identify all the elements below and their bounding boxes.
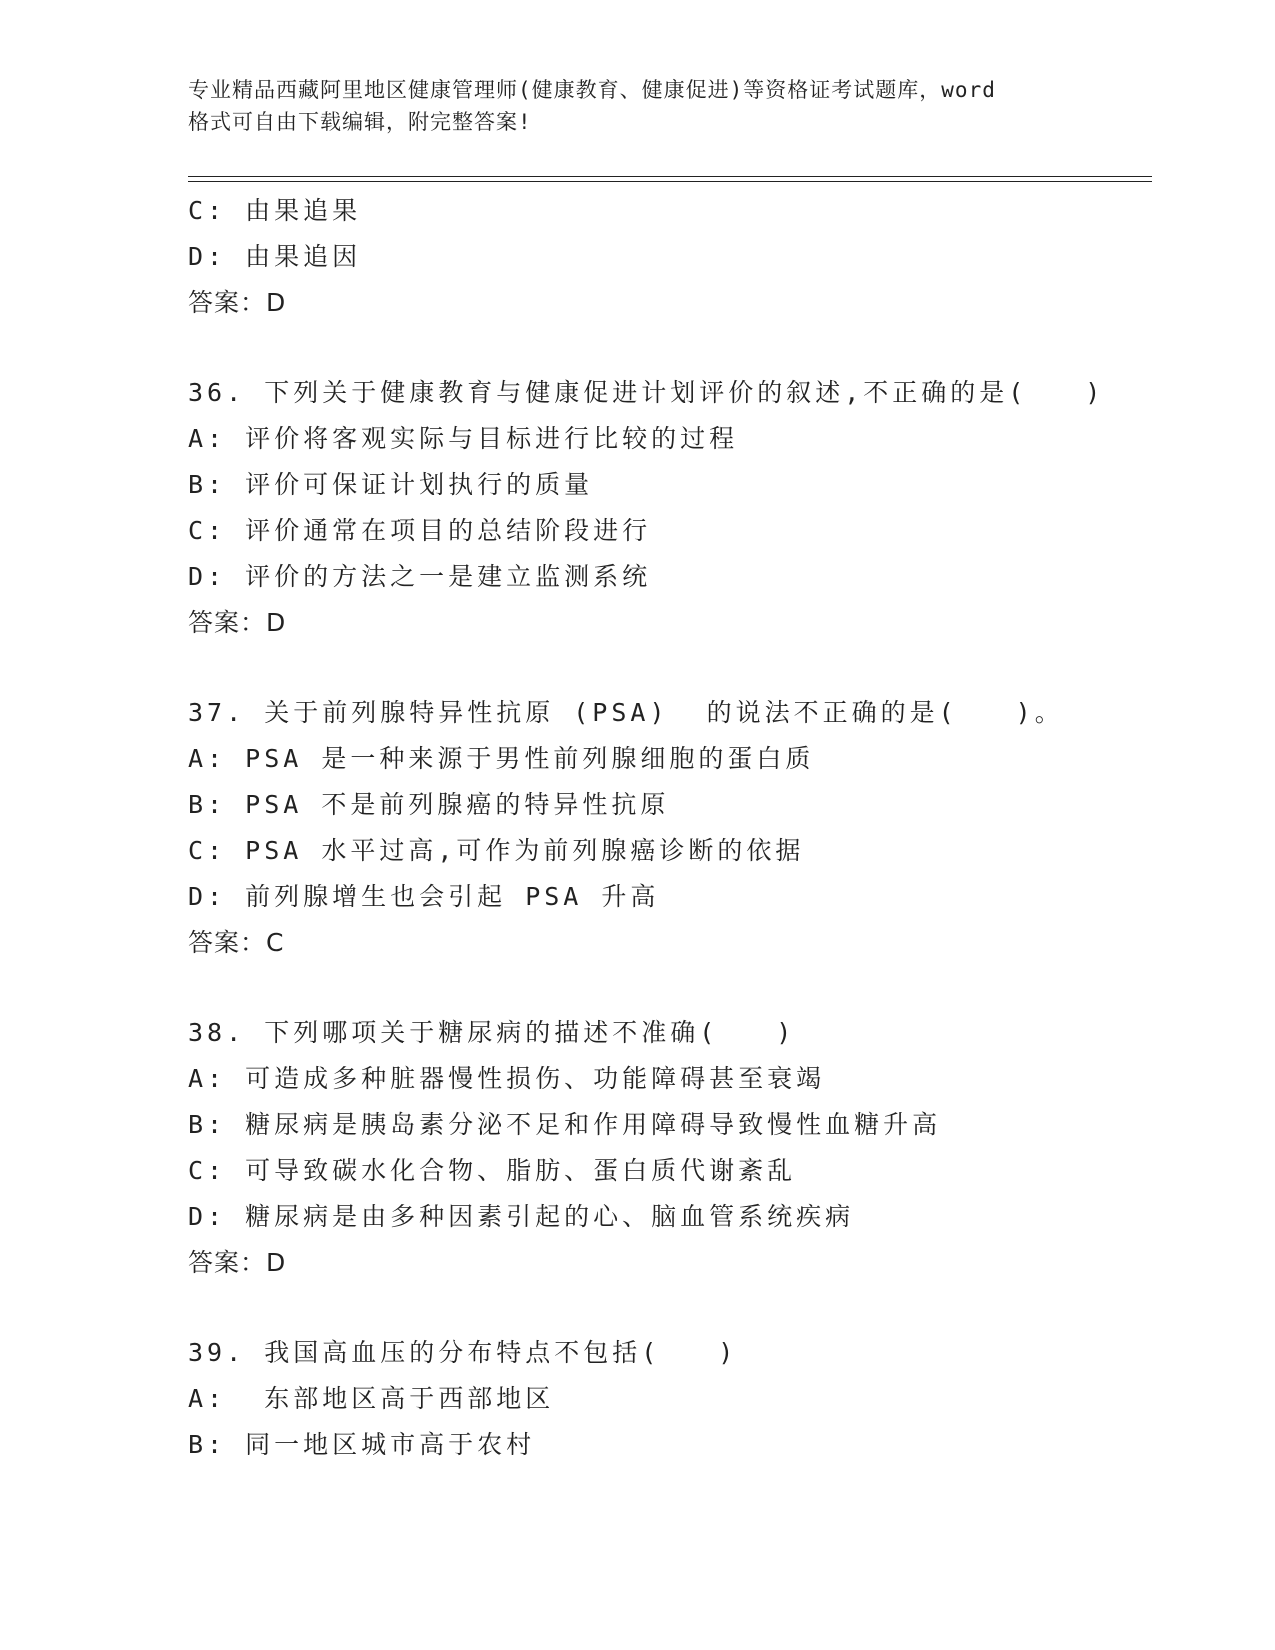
option-d: D: 前列腺增生也会引起 PSA 升高 xyxy=(188,882,660,911)
option-c: C: 可导致碳水化合物、脂肪、蛋白质代谢紊乱 xyxy=(188,1156,797,1185)
question-list xyxy=(188,188,1148,1468)
page-header xyxy=(188,74,1088,138)
option-b: B: 评价可保证计划执行的质量 xyxy=(188,470,594,499)
answer-label: 答案：C xyxy=(188,928,285,957)
question-stem: 36. 下列关于健康教育与健康促进计划评价的叙述,不正确的是( ) xyxy=(188,378,1105,407)
spacer xyxy=(188,1286,1148,1330)
header-line-1: 专业精品西藏阿里地区健康管理师(健康教育、健康促进)等资格证考试题库，word xyxy=(188,78,996,102)
option-d: D: 由果追因 xyxy=(188,242,362,271)
spacer xyxy=(188,326,1148,370)
answer-label: 答案：D xyxy=(188,608,287,637)
answer-label: 答案：D xyxy=(188,288,287,317)
spacer xyxy=(188,966,1148,1010)
header-line-2: 格式可自由下载编辑，附完整答案! xyxy=(188,110,532,134)
question-stem: 37. 关于前列腺特异性抗原 (PSA) 的说法不正确的是( )。 xyxy=(188,698,1064,727)
option-a: A: PSA 是一种来源于男性前列腺细胞的蛋白质 xyxy=(188,744,815,773)
option-d: D: 评价的方法之一是建立监测系统 xyxy=(188,562,652,591)
option-b: B: PSA 不是前列腺癌的特异性抗原 xyxy=(188,790,670,819)
option-c: C: 评价通常在项目的总结阶段进行 xyxy=(188,516,652,545)
option-c: C: 由果追果 xyxy=(188,196,362,225)
option-a: A: 可造成多种脏器慢性损伤、功能障碍甚至衰竭 xyxy=(188,1064,826,1093)
option-b: B: 同一地区城市高于农村 xyxy=(188,1430,536,1459)
option-a: A: 评价将客观实际与目标进行比较的过程 xyxy=(188,424,739,453)
option-d: D: 糖尿病是由多种因素引起的心、脑血管系统疾病 xyxy=(188,1202,855,1231)
option-b: B: 糖尿病是胰岛素分泌不足和作用障碍导致慢性血糖升高 xyxy=(188,1110,942,1139)
answer-label: 答案：D xyxy=(188,1248,287,1277)
spacer xyxy=(188,646,1148,690)
header-divider-bottom xyxy=(188,181,1152,182)
option-c: C: PSA 水平过高,可作为前列腺癌诊断的依据 xyxy=(188,836,805,865)
question-stem: 38. 下列哪项关于糖尿病的描述不准确( ) xyxy=(188,1018,796,1047)
question-stem: 39. 我国高血压的分布特点不包括( ) xyxy=(188,1338,738,1367)
header-divider-top xyxy=(188,176,1152,177)
option-a: A: 东部地区高于西部地区 xyxy=(188,1384,555,1413)
